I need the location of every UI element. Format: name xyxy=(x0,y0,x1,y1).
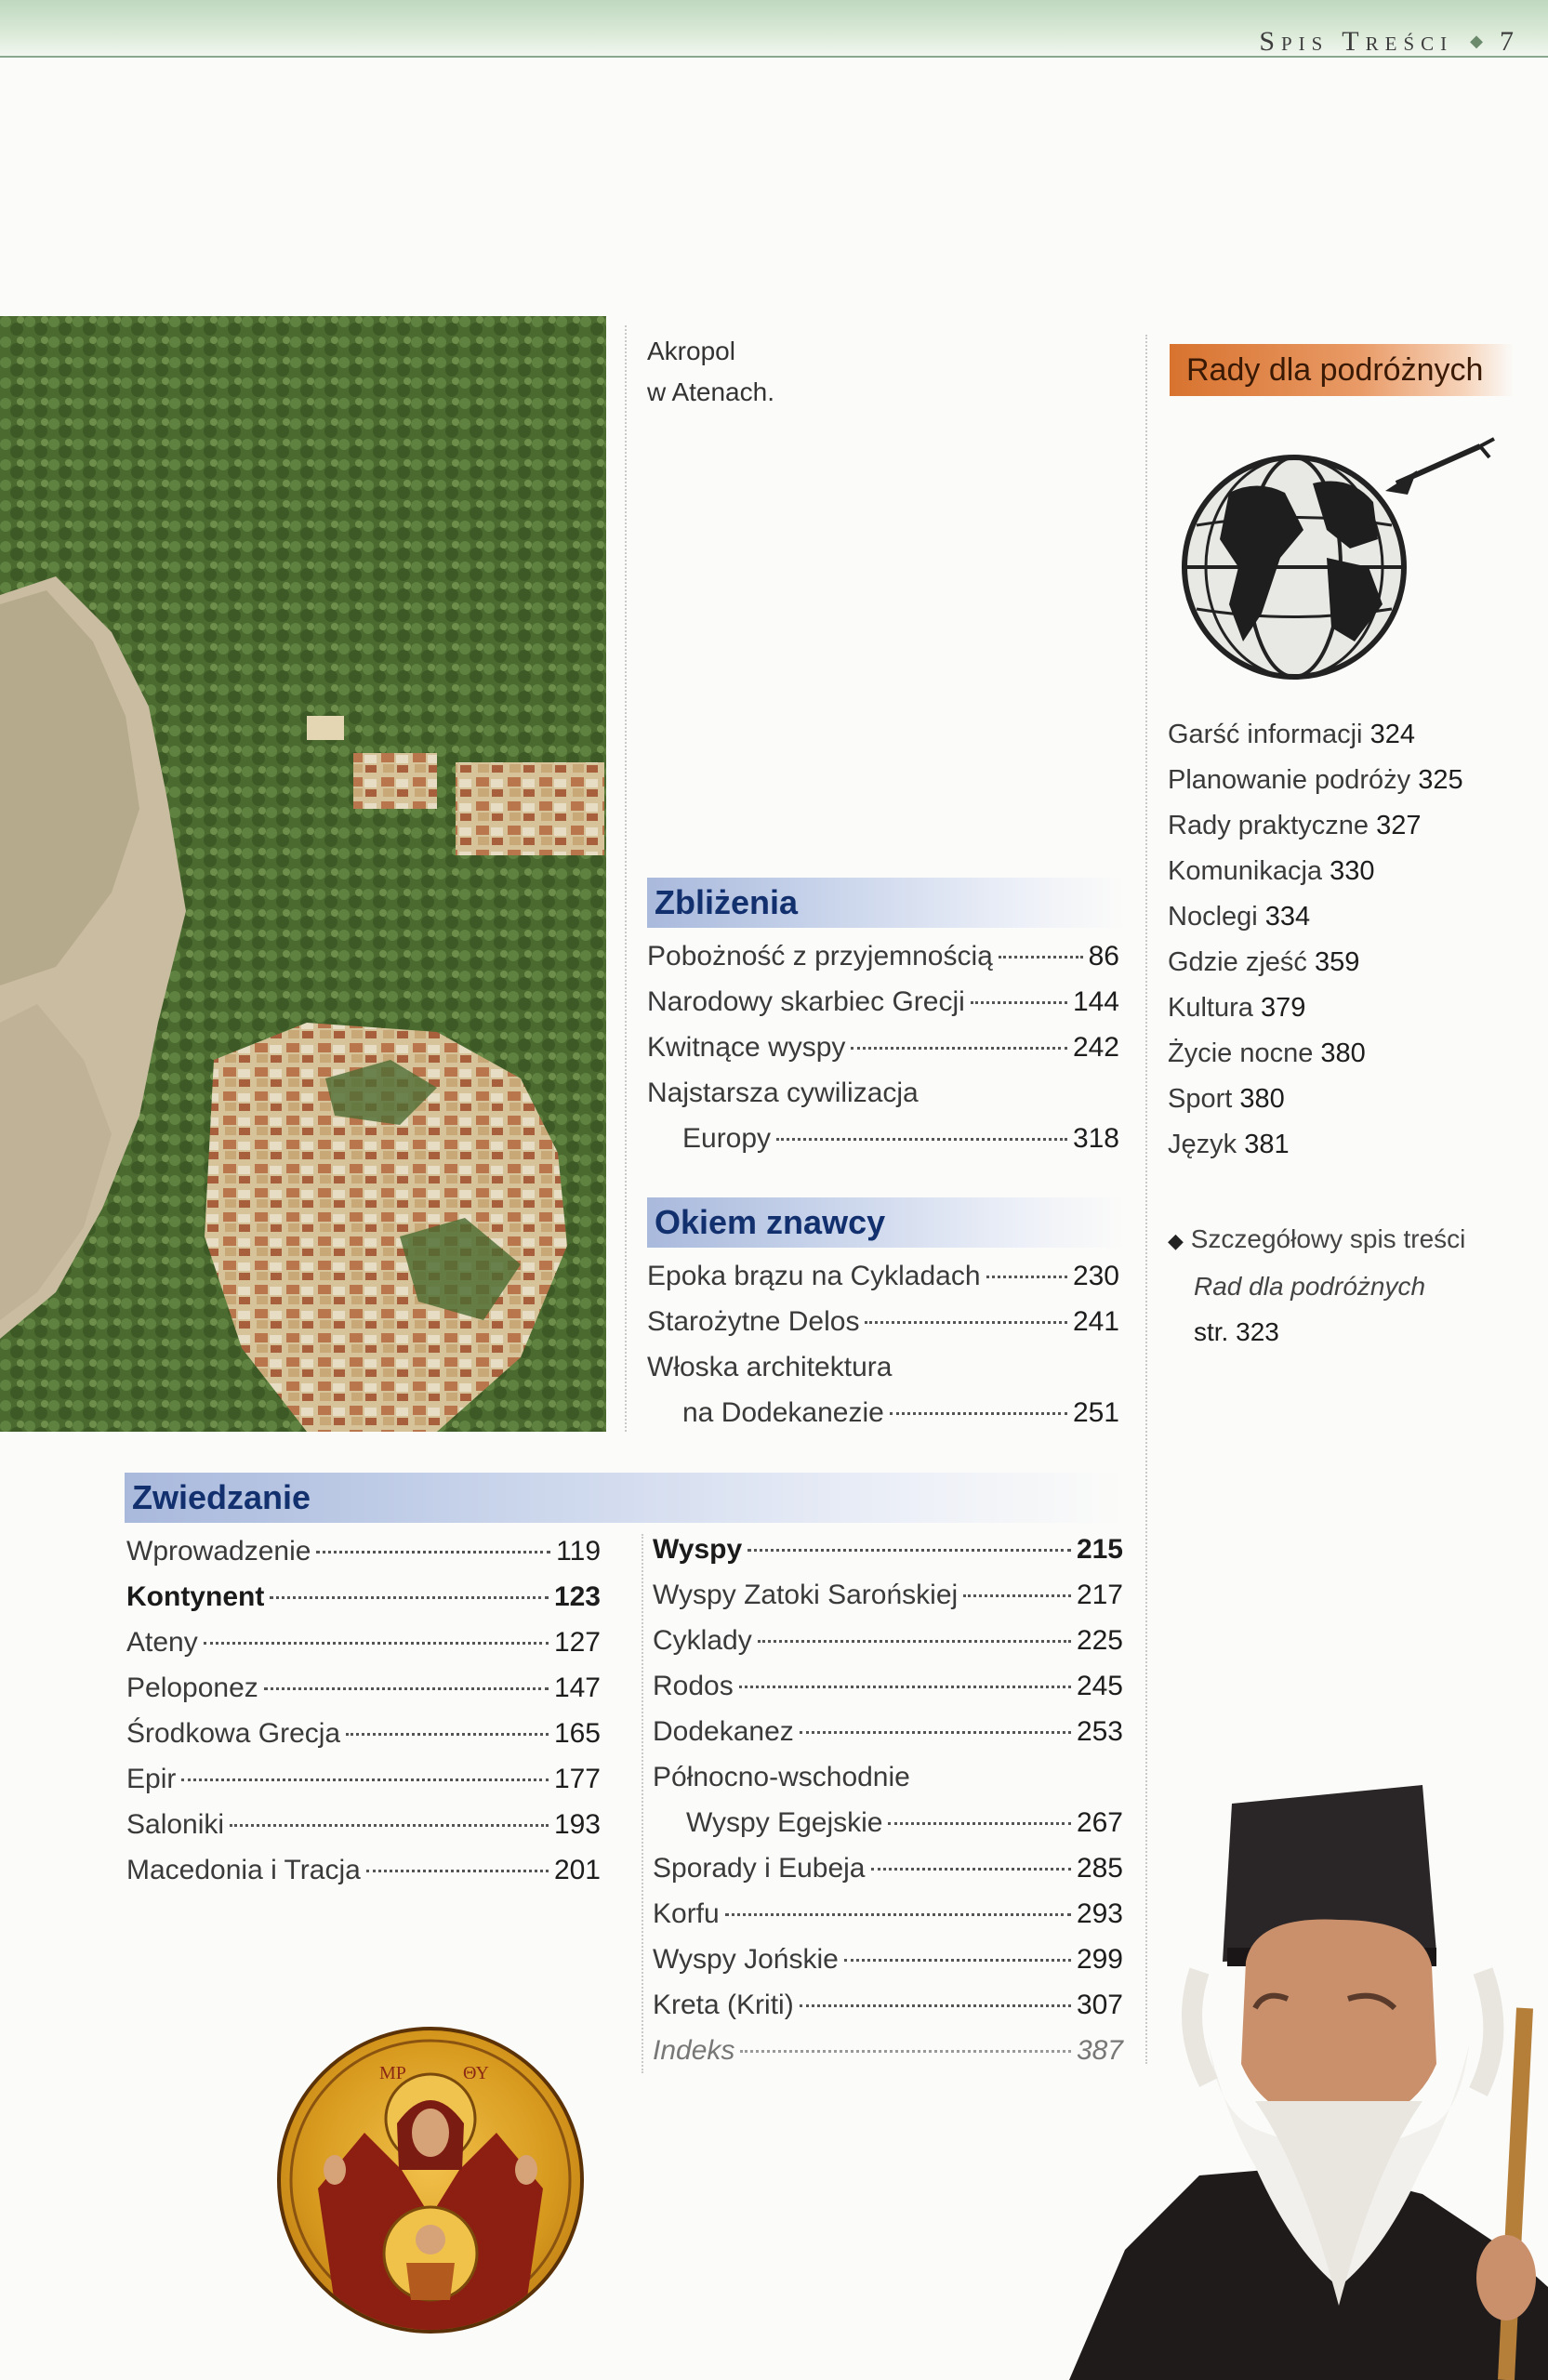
diamond-icon: ◆ xyxy=(1168,1229,1184,1252)
toc-entry[interactable]: Sporady i Eubeja 285 xyxy=(653,1853,1123,1884)
icon-letters-right: ΘΥ xyxy=(463,2063,489,2083)
toc-entry[interactable]: Środkowa Grecja 165 xyxy=(126,1718,601,1749)
section-header-zblizenia: Zbliżenia xyxy=(647,878,1125,928)
toc-entry[interactable]: Ateny 127 xyxy=(126,1627,601,1658)
toc-entry[interactable]: Północno-wschodnie xyxy=(653,1762,910,1792)
icon-letters-left: ΜΡ xyxy=(379,2063,406,2083)
toc-entry[interactable]: Najstarsza cywilizacja xyxy=(647,1078,919,1108)
toc-entry[interactable]: Saloniki 193 xyxy=(126,1809,601,1840)
toc-entry[interactable]: Kwitnące wyspy 242 xyxy=(647,1032,1119,1063)
toc-entry[interactable]: Epoka brązu na Cykladach 230 xyxy=(647,1261,1119,1291)
zblizenia-list xyxy=(647,941,1119,1169)
toc-entry[interactable]: Cyklady 225 xyxy=(653,1625,1123,1656)
rady-entry[interactable]: Noclegi 334 xyxy=(1168,902,1311,932)
toc-entry[interactable]: Epir 177 xyxy=(126,1764,601,1794)
caption-line-1: Akropol xyxy=(647,337,735,365)
rady-note[interactable]: ◆ Szczegółowy spis treści Rad dla podróżnych str. 323 xyxy=(1168,1224,1466,1346)
rady-entry[interactable]: Gdzie zjeść 359 xyxy=(1168,947,1360,977)
toc-entry[interactable]: Wprowadzenie 119 xyxy=(126,1536,601,1567)
toc-entry[interactable]: Starożytne Delos 241 xyxy=(647,1306,1119,1337)
rady-entry[interactable]: Rady praktyczne 327 xyxy=(1168,811,1422,840)
rady-entry[interactable]: Komunikacja 330 xyxy=(1168,856,1375,886)
acropolis-photo xyxy=(0,316,606,1432)
rady-list xyxy=(1168,712,1521,1168)
monk-photo xyxy=(1069,1729,1548,2380)
toc-entry[interactable]: Korfu 293 xyxy=(653,1898,1123,1929)
okiem-list xyxy=(647,1261,1119,1443)
toc-entry[interactable]: Peloponez 147 xyxy=(126,1673,601,1703)
toc-entry[interactable]: Wyspy Zatoki Sarońskiej 217 xyxy=(653,1580,1123,1610)
toc-entry[interactable]: Kreta (Kriti) 307 xyxy=(653,1990,1123,2020)
globe-icon xyxy=(1173,428,1508,697)
caption-line-2: w Atenach. xyxy=(647,377,774,406)
page-number: 7 xyxy=(1500,26,1520,57)
divider-middle xyxy=(642,1534,643,2073)
rady-entry[interactable]: Życie nocne 380 xyxy=(1168,1038,1366,1068)
section-header-zwiedzanie: Zwiedzanie xyxy=(125,1473,1125,1523)
toc-entry[interactable]: Dodekanez 253 xyxy=(653,1716,1123,1747)
toc-entry[interactable]: Rodos 245 xyxy=(653,1671,1123,1701)
toc-entry[interactable]: Pobożność z przyjemnością 86 xyxy=(647,941,1119,972)
section-title: Spis Treści xyxy=(1259,26,1454,57)
toc-entry[interactable]: Wyspy 215 xyxy=(653,1534,1123,1565)
rady-entry[interactable]: Garść informacji 324 xyxy=(1168,720,1415,749)
toc-entry-continuation[interactable]: Wyspy Egejskie 267 xyxy=(686,1807,1123,1838)
orthodox-icon-medallion xyxy=(277,2027,584,2334)
toc-entry[interactable]: Narodowy skarbiec Grecji 144 xyxy=(647,986,1119,1017)
zwiedzanie-left-list xyxy=(126,1536,601,1900)
toc-entry-index[interactable]: Indeks 387 xyxy=(653,2035,1123,2066)
divider-left xyxy=(625,325,627,1432)
section-header-rady: Rady dla podróżnych xyxy=(1170,344,1514,396)
toc-entry[interactable]: Wyspy Jońskie 299 xyxy=(653,1944,1123,1975)
acropolis-landscape xyxy=(0,316,606,1432)
toc-entry[interactable]: Włoska architektura xyxy=(647,1352,893,1382)
photo-caption xyxy=(647,331,774,413)
diamond-icon: ◆ xyxy=(1470,32,1483,50)
running-head xyxy=(1259,26,1520,58)
rady-entry[interactable]: Kultura 379 xyxy=(1168,993,1306,1023)
toc-entry-continuation[interactable]: Europy 318 xyxy=(682,1123,1119,1154)
toc-entry-continuation[interactable]: na Dodekanezie 251 xyxy=(682,1397,1119,1428)
rady-entry[interactable]: Planowanie podróży 325 xyxy=(1168,765,1463,795)
section-header-okiem-znawcy: Okiem znawcy xyxy=(647,1197,1125,1248)
toc-entry[interactable]: Kontynent 123 xyxy=(126,1581,601,1612)
zwiedzanie-right-list xyxy=(653,1534,1123,2081)
rady-entry[interactable]: Sport 380 xyxy=(1168,1084,1285,1114)
toc-entry[interactable]: Macedonia i Tracja 201 xyxy=(126,1855,601,1885)
rady-entry[interactable]: Język 381 xyxy=(1168,1130,1290,1159)
